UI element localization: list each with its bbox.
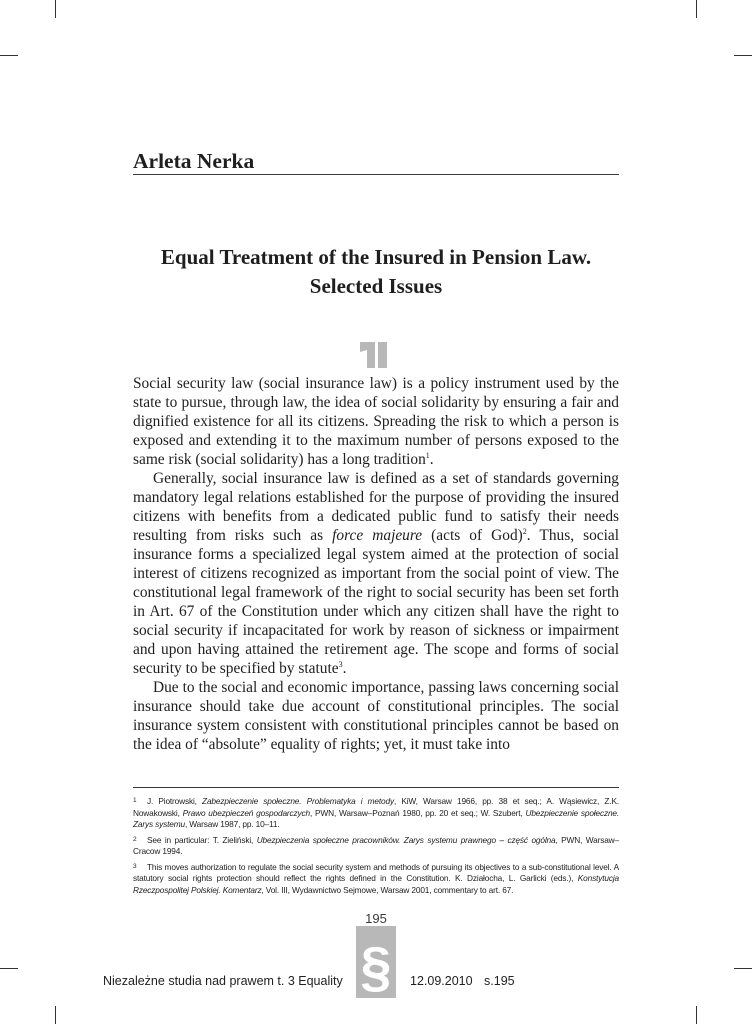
- body-text: [133, 374, 619, 754]
- crop-mark: [55, 1006, 56, 1024]
- author-name: Arleta Nerka: [133, 148, 619, 175]
- footnotes: [133, 795, 619, 899]
- crop-mark: [734, 968, 752, 969]
- footnote-divider: [133, 787, 619, 788]
- crop-mark: [0, 55, 18, 56]
- title-line-2: Selected Issues: [309, 274, 443, 298]
- footnote-2: 2 See in particular: T. Zieliński, Ubezpieczenia społeczne pracowników. Zarys systemu prawnego – część ogólna, PWN, Warsaw–Cracow 1994.: [133, 834, 619, 856]
- footnote-ref-3[interactable]: 3: [338, 659, 343, 669]
- paragraph-3: Due to the social and economic importance, passing laws concerning social insurance should take due account of constitutional principles. The social insurance system consistent with constitutional principles cannot be based on the idea of “absolute” equality of rights; yet, it must take into: [133, 679, 619, 753]
- page-number: 195: [365, 911, 387, 926]
- section-sign-icon: [356, 926, 396, 998]
- article-title: [100, 243, 652, 301]
- title-line-1: Equal Treatment of the Insured in Pension Law.: [160, 245, 592, 269]
- crop-mark: [696, 0, 697, 18]
- footnote-ref-2[interactable]: 2: [522, 526, 527, 536]
- footnote-3: 3 This moves authorization to regulate the social security system and methods of pursuing its objectives to a sub-constitutional level. A statutory social rights protection should reflect the rights defined in the Constitution. K. Działocha, L. Garlicki (eds.), Konstytucja Rzeczpospolitej Polskiej. Komentarz, Vol. III, Wydawnictwo Sejmowe, Warsaw 2001, commentary to art. 67.: [133, 861, 619, 895]
- footer-date-page: 12.09.2010 s.195: [410, 974, 515, 988]
- crop-mark: [0, 968, 18, 969]
- chapter-number-mark: [356, 340, 390, 370]
- footnote-ref-1[interactable]: 1: [425, 450, 430, 460]
- footer-publication: Niezależne studia nad prawem t. 3 Equality: [103, 974, 343, 988]
- paragraph-2: Generally, social insurance law is defined as a set of standards governing mandatory legal relations established for the purpose of providing the insured citizens with benefits from a dedicated public fund to satisfy their needs resulting from risks such as force majeure (acts of God)$^2$. Thus, social insurance forms a specialized legal system aimed at the protection of social interest of citizens recognized as important from the social point of view. The constitutional legal framework of the right to social security has been set forth in Art. 67 of the Constitution under which any citizen shall have the right to social security if incapacitated for work by reason of sickness or impairment and upon having attained the retirement age. The scope and forms of social security to be specified by statute$^3$.: [133, 470, 620, 677]
- footnote-1: 1 J. Piotrowski, Zabezpieczenie społeczne. Problematyka i metody, KiW, Warsaw 1966, pp. 38 et seq.; A. Wąsiewicz, Z.K. Nowakowski, Prawo ubezpieczeń gospodarczych, PWN, Warsaw–Poznań 1980, pp. 20 et seq.; W. Szubert, Ubezpieczenie społeczne. Zarys systemu, Warsaw 1987, pp. 10–11.: [133, 796, 620, 829]
- crop-mark: [55, 0, 56, 18]
- chapter-number: 1: [373, 362, 374, 363]
- paragraph-1: Social security law (social insurance law) is a policy instrument used by the state to pursue, through law, the idea of social solidarity by ensuring a fair and dignified existence for all its citizens. Spreading the risk to which a person is exposed and extending it to the maximum number of persons exposed to the same risk (social solidarity) has a long tradition$^1$.: [133, 375, 619, 468]
- svg-text:§: §: [360, 935, 392, 998]
- crop-mark: [696, 1006, 697, 1024]
- crop-mark: [734, 55, 752, 56]
